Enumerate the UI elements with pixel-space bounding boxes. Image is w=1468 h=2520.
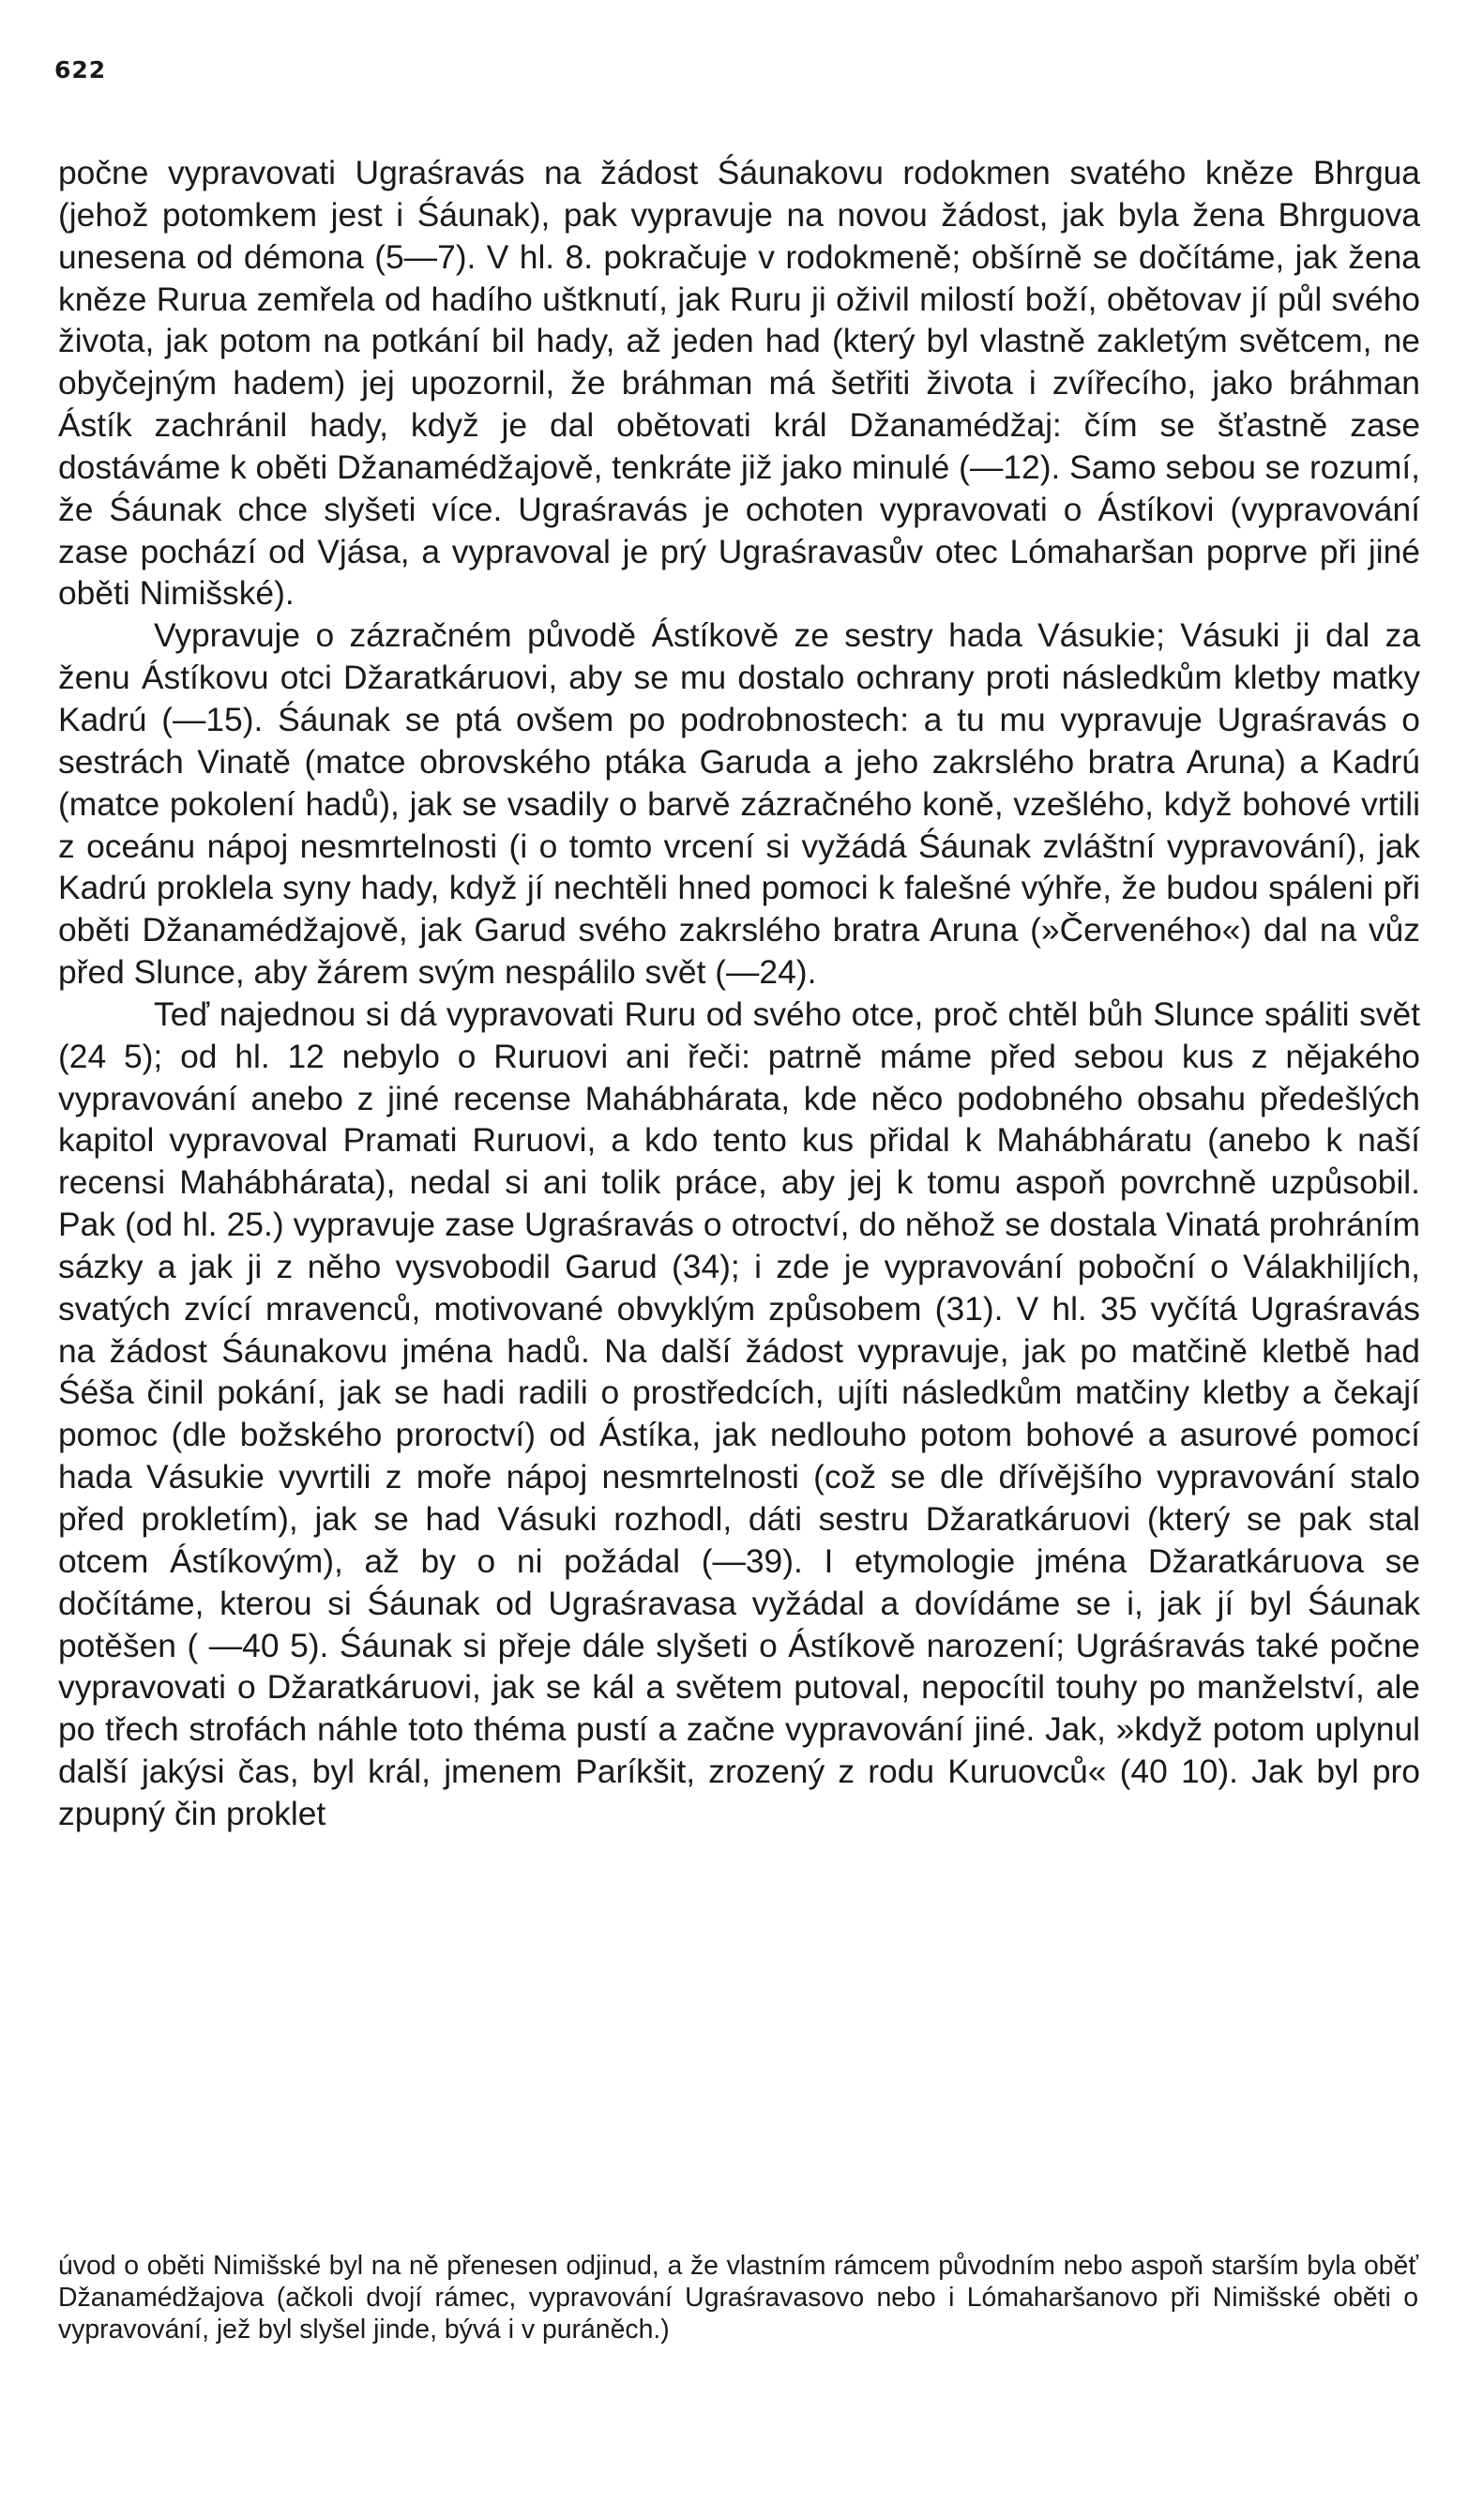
page-number: 622 — [54, 56, 107, 83]
footnote: úvod o oběti Nimišské byl na ně přenesen odjinud, a že vlastním rámcem původním nebo aspoň starším byla oběť Džanamédžajova (ačkoli dvojí rámec, vypravování Ugraśravasovo nebo i Lómaharšanovo při Nimišské oběti o vypravování, jež byl slyšel jinde, bývá i v puráněch.) — [58, 2251, 1418, 2345]
main-text — [58, 152, 1420, 1835]
paragraph-1: počne vypravovati Ugraśravás na žádost Śáunakovu rodokmen svatého kněze Bhrgua (jehož potomkem jest i Śáunak), pak vypravuje na novou žádost, jak byla žena Bhrguova unesena od démona (5—7). V hl. 8. pokračuje v rodokmeně; obšírně se dočítáme, jak žena kněze Rurua zemřela od hadího uštknutí, jak Ruru ji oživil milostí boží, obětovav jí půl svého života, jak potom na potkání bil hady, až jeden had (který byl vlastně zakletým světcem, ne obyčejným hadem) jej upozornil, že bráhman má šetřiti života i zvířecího, jako bráhman Ástík zachránil hady, když je dal obětovati král Džanamédžaj: čím se šťastně zase dostáváme k oběti Džanamédžajově, tenkráte již jako minulé (—12). Samo sebou se rozumí, že Śáunak chce slyšeti více. Ugraśravás je ochoten vypravovati o Ástíkovi (vypravování zase pochází od Vjása, a vypravoval je prý Ugraśravasův otec Lómaharšan poprve při jiné oběti Nimišské). — [58, 154, 1420, 613]
paragraph-2: Vypravuje o zázračném původě Ástíkově ze sestry hada Vásukie; Vásuki ji dal za ženu Ástíkovu otci Džaratkáruovi, aby se mu dostalo ochrany proti následkům kletby matky Kadrú (—15). Śáunak se ptá ovšem po podrobnostech: a tu mu vypravuje Ugraśravás o sestrách Vinatě (matce obrovského ptáka Garuda a jeho zakrslého bratra Aruna) a Kadrú (matce pokolení hadů), jak se vsadily o barvě zázračného koně, vzešlého, když bohové vrtili z oceánu nápoj nesmrtelnosti (i o tomto vrcení si vyžádá Śáunak zvláštní vypravování), jak Kadrú proklela syny hady, když jí nechtěli hned pomoci k falešné výhře, že budou spáleni při oběti Džanamédžajově, jak Garud svého zakrslého bratra Aruna (»Červeného«) dal na vůz před Slunce, aby žárem svým nespálilo svět (—24). — [58, 616, 1420, 992]
paragraph-3: Teď najednou si dá vypravovati Ruru od svého otce, proč chtěl bůh Slunce spáliti svět (24 5); od hl. 12 nebylo o Ruruovi ani řeči: patrně máme před sebou kus z nějakého vypravování anebo z jiné recense Mahábhárata, kde něco podobného obsahu předešlých kapitol vypravoval Pramati Ruruovi, a kdo tento kus přidal k Mahábháratu (anebo k naší recensi Mahábhárata), nedal si ani tolik práce, aby jej k tomu aspoň povrchně uzpůsobil. Pak (od hl. 25.) vypravuje zase Ugraśravás o otroctví, do něhož se dostala Vinatá prohráním sázky a jak ji z něho vysvobodil Garud (34); i zde je vypravování poboční o Válakhiljích, svatých zvící mravenců, motivované obvyklým způsobem (31). V hl. 35 vyčítá Ugraśravás na žádost Śáunakovu jména hadů. Na další žádost vypravuje, jak po matčině kletbě had Śéša činil pokání, jak se hadi radili o prostředcích, ujíti následkům matčiny kletby a čekají pomoc (dle božského proroctví) od Ástíka, jak nedlouho potom bohové a asurové pomocí hada Vásukie vyvrtili z moře nápoj nesmrtelnosti (což se dle dřívějšího vypravování stalo před prokletím), jak se had Vásuki rozhodl, dáti sestru Džaratkáruovi (který se pak stal otcem Ástíkovým), až by o ni požádal (—39). I etymologie jména Džaratkáruova se dočítáme, kterou si Śáunak od Ugraśravasa vyžádal a dovídáme se i, jak jí byl Śáunak potěšen ( —40 5). Śáunak si přeje dále slyšeti o Ástíkově narození; Ugráśravás také počne vypravovati o Džaratkáruovi, jak se kál a světem putoval, nepocítil touhy po manželství, ale po třech strofách náhle toto théma pustí a začne vypravování jiné. Jak, »když potom uplynul další jakýsi čas, byl král, jmenem Paríkšit, zrozený z rodu Kuruovců« (40 10). Jak byl pro zpupný čin proklet — [58, 994, 1420, 1832]
